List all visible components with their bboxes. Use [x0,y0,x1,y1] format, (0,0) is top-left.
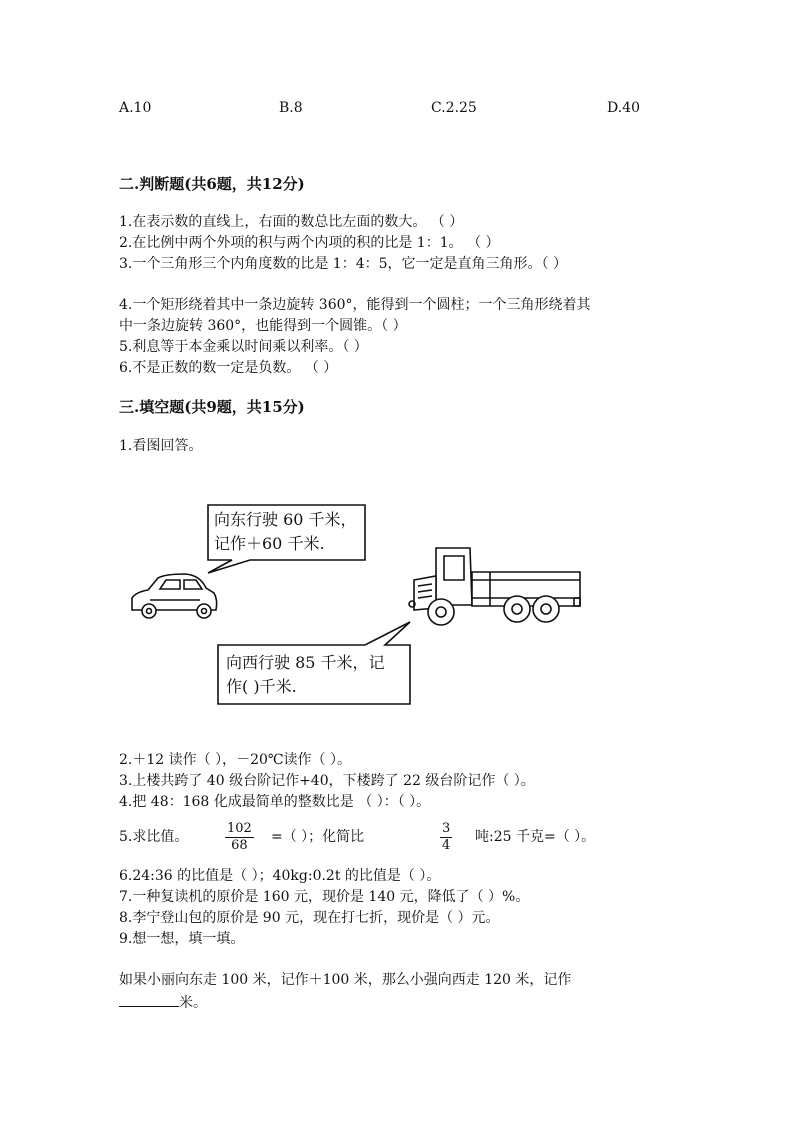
fraction-3-4 [440,821,452,854]
unit-label: 米。 [179,995,207,1011]
section-3-heading: 三.填空题(共9题，共15分) [119,398,305,416]
judge-question-5: 5.利息等于本金乘以时间乘以利率。（ ） [119,339,368,355]
judge-question-1: 1.在表示数的直线上，右面的数总比左面的数大。 （ ） [119,214,464,230]
fill-question-6: 6.24:36 的比值是（ ）；40kg:0.2t 的比值是（ ）。 [119,868,441,884]
fill-question-5-mid: =（ ）；化简比 [271,829,365,845]
fraction-numerator: 3 [442,821,451,836]
option-a: A.10 [119,100,152,116]
fill-question-9-answer [119,992,207,1012]
fill-question-7: 7.一种复读机的原价是 160 元，现价是 140 元，降低了（ ）%。 [119,889,530,905]
section-2-heading: 二.判断题(共6题，共12分) [119,175,305,193]
car-icon [132,574,217,618]
option-b: B.8 [279,100,303,116]
bubble-bottom-line1: 向西行驶 85 千米，记 [226,653,385,672]
bubble-top-line2: 记作＋60 千米. [214,534,325,553]
fill-question-9: 9.想一想，填一填。 [119,931,245,947]
fill-question-4: 4.把 48：168 化成最简单的整数比是 （ ）：（ ）。 [119,794,431,810]
fraction-denominator: 68 [231,838,248,853]
fill-question-8: 8.李宁登山包的原价是 90 元，现在打七折，现价是（ ）元。 [119,910,500,926]
bubble-bottom-line2: 作( )千米. [226,677,297,696]
fraction-102-68 [225,821,254,854]
fraction-numerator: 102 [227,821,252,836]
fill-question-5-suffix: 吨:25 千克=（ ）。 [475,829,596,845]
fill-question-3: 3.上楼共跨了 40 级台阶记作+40，下楼跨了 22 级台阶记作（ ）。 [119,773,535,789]
fill-question-5-prefix: 5.求比值。 [119,829,189,845]
judge-question-2: 2.在比例中两个外项的积与两个内项的积的比是 1：1。 （ ） [119,235,500,251]
judge-question-4-line2: 中一条边旋转 360°，也能得到一个圆锥。（ ） [119,318,407,334]
answer-blank[interactable] [119,992,179,1007]
fill-question-9-text: 如果小丽向东走 100 米，记作＋100 米，那么小强向西走 120 米，记作 [119,972,572,988]
fraction-denominator: 4 [442,838,451,853]
option-c: C.2.25 [431,100,477,116]
fill-question-2: 2.＋12 读作（ ），－20℃读作（ ）。 [119,752,351,768]
bubble-top-line1: 向东行驶 60 千米， [214,510,357,529]
fill-question-1: 1.看图回答。 [119,438,203,454]
truck-icon [409,548,580,625]
judge-question-4-line1: 4.一个矩形绕着其中一条边旋转 360°，能得到一个圆柱；一个三角形绕着其 [119,297,591,313]
option-d: D.40 [607,100,640,116]
judge-question-6: 6.不是正数的数一定是负数。 （ ） [119,360,338,376]
judge-question-3: 3.一个三角形三个内角度数的比是 1：4：5，它一定是直角三角形。（ ） [119,256,567,272]
